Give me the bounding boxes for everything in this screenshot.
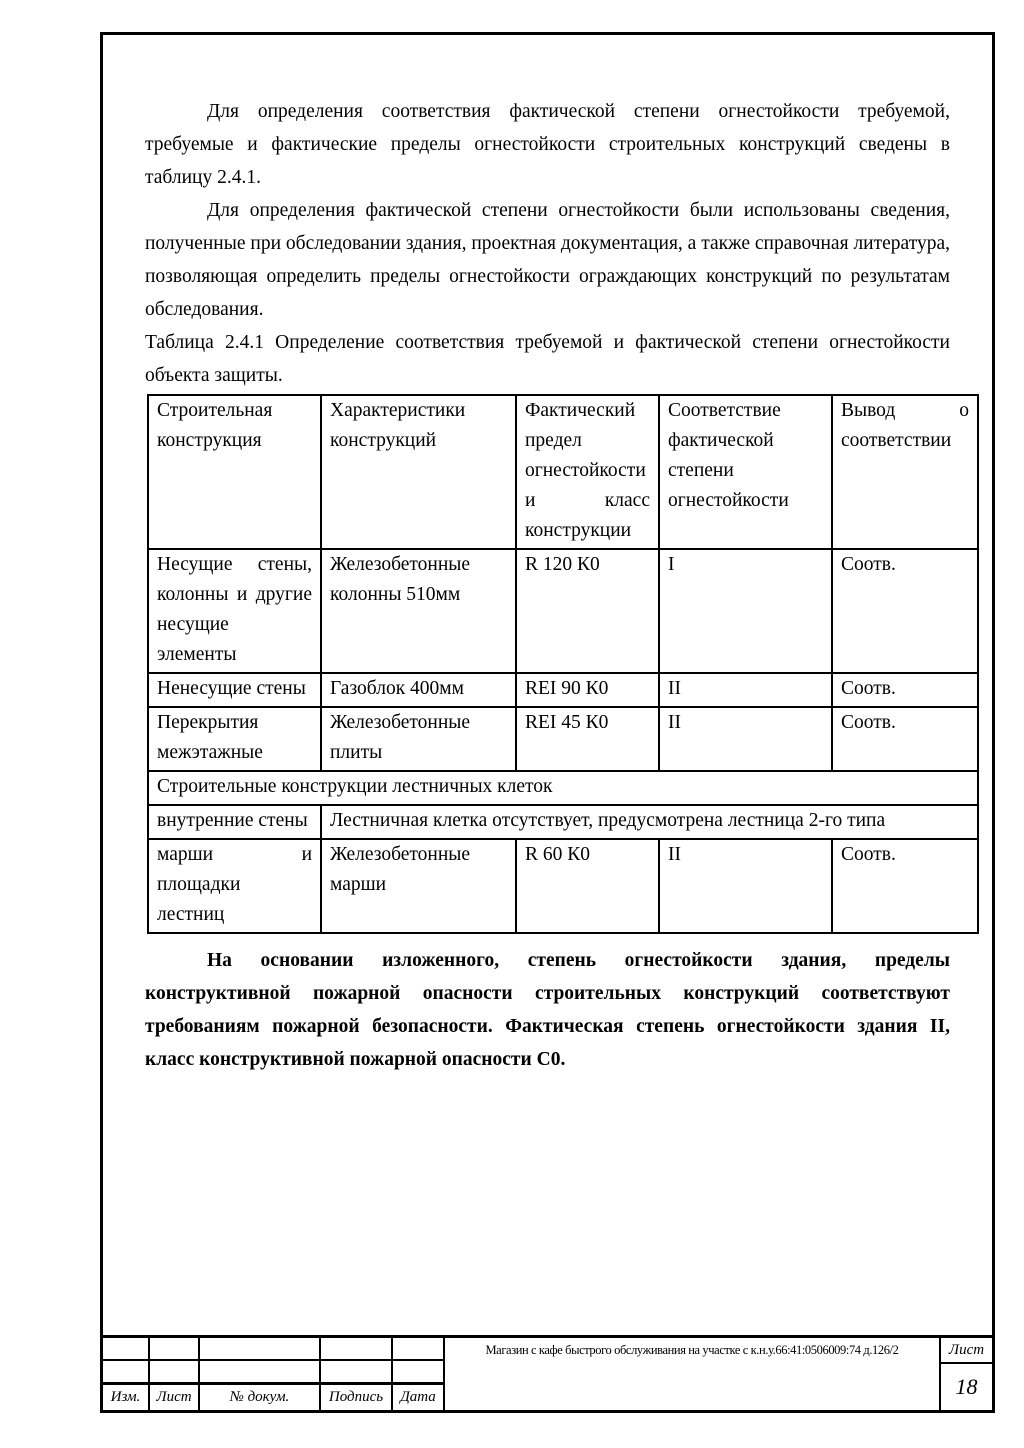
stamp-empty-cell — [321, 1361, 393, 1385]
cell-construction: Перекрытия межэтажные — [148, 707, 321, 771]
stamp-empty-cell — [200, 1361, 321, 1385]
cell-construction: Несущие стены, колонны и другие несущие элементы — [148, 549, 321, 673]
stamp-label-list: Лист — [150, 1385, 200, 1410]
cell-construction: марши и площадки лестниц — [148, 839, 321, 933]
cell-actual-limit: REI 90 К0 — [516, 673, 659, 707]
cell-actual-limit: R 60 К0 — [516, 839, 659, 933]
stamp-empty-cell — [393, 1338, 445, 1361]
column-header-conclusion: Вывод о соответствии — [832, 395, 978, 549]
stamp-empty-cell — [150, 1338, 200, 1361]
stamp-empty-cell — [150, 1361, 200, 1385]
title-block-sheet-column — [941, 1338, 992, 1410]
cell-conclusion: Соотв. — [832, 549, 978, 673]
column-header-conformity-degree: Соответствие фактической степени огнестойкости — [659, 395, 832, 549]
cell-actual-limit: R 120 К0 — [516, 549, 659, 673]
cell-construction: Ненесущие стены — [148, 673, 321, 707]
stamp-label-doc-number: № докум. — [200, 1385, 321, 1410]
conclusion-paragraph: На основании изложенного, степень огнестойкости здания, пределы конструктивной пожарной опасности строительных конструкций соответствуют требованиям пожарной безопасности. Фактическая степень огнестойкости здания II, класс конструктивной пожарной опасности С0. — [145, 950, 950, 1070]
stamp-empty-cell — [103, 1361, 150, 1385]
column-header-construction: Строительная конструкция — [148, 395, 321, 549]
column-header-characteristics: Характеристики конструкций — [321, 395, 516, 549]
cell-conclusion: Соотв. — [832, 673, 978, 707]
cell-conclusion: Соотв. — [832, 839, 978, 933]
cell-conformity-degree: II — [659, 839, 832, 933]
cell-conformity-degree: II — [659, 707, 832, 771]
stamp-label-izm: Изм. — [103, 1385, 150, 1410]
table-row — [148, 707, 978, 771]
cell-characteristics: Железобетонные марши — [321, 839, 516, 933]
stamp-label-signature: Подпись — [321, 1385, 393, 1410]
paragraph-sources: Для определения фактической степени огнестойкости были использованы сведения, полученные при обследовании здания, проектная документация, а также справочная литература, позволяющая определить пределы огнестойкости ограждающих конструкций по результатам обследования. — [145, 200, 950, 320]
column-header-actual-limit: Фактический предел огнестойкости и класс конструкции — [516, 395, 659, 549]
fire-resistance-table — [147, 394, 979, 934]
stamp-label-date: Дата — [393, 1385, 445, 1410]
sheet-label: Лист — [941, 1338, 992, 1364]
stamp-empty-cell — [103, 1338, 150, 1361]
cell-characteristics: Железобетонные колонны 510мм — [321, 549, 516, 673]
section-header-stairwells: Строительные конструкции лестничных клеток — [148, 771, 978, 805]
table-row — [148, 805, 978, 839]
cell-characteristics: Железобетонные плиты — [321, 707, 516, 771]
cell-characteristics: Газоблок 400мм — [321, 673, 516, 707]
table-header-row — [148, 395, 978, 549]
cell-stairwell-note: Лестничная клетка отсутствует, предусмотрена лестница 2-го типа — [321, 805, 978, 839]
stamp-empty-cell — [200, 1338, 321, 1361]
table-row — [148, 673, 978, 707]
stamp-empty-cell — [393, 1361, 445, 1385]
sheet-number: 18 — [955, 1374, 978, 1399]
table-section-row — [148, 771, 978, 805]
table-row — [148, 549, 978, 673]
table-caption: Таблица 2.4.1 Определение соответствия требуемой и фактической степени огнестойкости объекта защиты. — [145, 332, 950, 386]
title-block-project-title: Магазин с кафе быстрого обслуживания на участке с к.н.у.66:41:0506009:74 д.126/2 — [445, 1338, 941, 1410]
paragraph-intro: Для определения соответствия фактической степени огнестойкости требуемой, требуемые и фактические пределы огнестойкости строительных конструкций сведены в таблицу 2.4.1. — [145, 101, 950, 188]
cell-conformity-degree: I — [659, 549, 832, 673]
table-row — [148, 839, 978, 933]
cell-actual-limit: REI 45 К0 — [516, 707, 659, 771]
title-block — [100, 1335, 995, 1413]
cell-construction: внутренние стены — [148, 805, 321, 839]
document-content — [103, 35, 992, 1410]
cell-conformity-degree: II — [659, 673, 832, 707]
cell-conclusion: Соотв. — [832, 707, 978, 771]
page-frame — [100, 32, 995, 1413]
stamp-empty-cell — [321, 1338, 393, 1361]
